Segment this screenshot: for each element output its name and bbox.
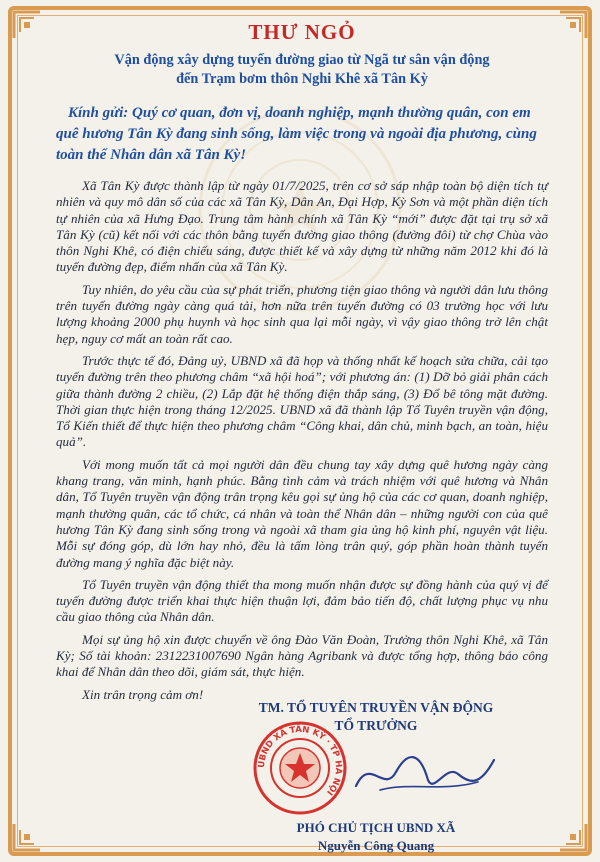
letter-title: THƯ NGỎ	[248, 20, 356, 44]
greeting-label: Kính gửi:	[68, 105, 129, 121]
svg-text:UBND XÃ TÂN KỲ · TP HÀ NỘI: UBND XÃ TÂN KỲ · TP HÀ NỘI	[256, 724, 344, 797]
letter-subtitle	[56, 51, 548, 89]
signature-organization: TM. TỔ TUYÊN TRUYỀN VẬN ĐỘNG	[258, 700, 494, 715]
signature-position: PHÓ CHỦ TỊCH UBND XÃ	[296, 820, 456, 835]
signature-role: TỔ TRƯỞNG	[334, 718, 418, 733]
corner-ornament-icon	[10, 820, 44, 854]
letter-content	[56, 20, 548, 703]
official-seal-icon	[252, 720, 348, 816]
corner-ornament-icon	[556, 8, 590, 42]
paragraph-background: Xã Tân Kỳ được thành lập từ ngày 01/7/2025, trên cơ sở sáp nhập toàn bộ diện tích tự nhiên và quy mô dân số của các xã Tân Kỳ, Dân An, Đại Hợp, Kỳ Sơn và một phần diện tích tự nhiên của xã Hưng Đạo. Trung tâm hành chính xã Tân Kỳ “mới” được đặt tại trụ sở xã Tân Kỳ (cũ) kết nối với các thôn bằng tuyến đường giao thông (đường đôi) từ chợ Chùa vào thôn Nghi Khê, có điện chiếu sáng, được thiết kế và xây dựng từ những năm 2012 khi đó là tuyến đường đẹp, điểm nhấn của xã Tân Kỳ.	[56, 178, 548, 275]
paragraph-bank-details: Mọi sự ủng hộ xin được chuyển về ông Đào Văn Đoàn, Trưởng thôn Nghi Khê, xã Tân Kỳ; Số tài khoản: 2312231007690 Ngân hàng Agribank và được tổng hợp, thông báo công khai để Nhân dân theo dõi, giám sát, thực hiện.	[56, 631, 548, 680]
paragraph-problem: Tuy nhiên, do yêu cầu của sự phát triển, phương tiện giao thông và người dân lưu thông trên tuyến đường ngày càng quá tải, hơn nữa trên tuyến đường có 03 trường học với lưu lượng khoảng 2000 phụ huynh và học sinh qua lại mỗi ngày, vì vậy giao thông trở lên chật hẹp, nguy cơ mất an toàn rất cao.	[56, 281, 548, 346]
greeting-recipients: Quý cơ quan, đơn vị, doanh nghiệp, mạnh thường quân, con em quê hương Tân Kỳ đang sinh sống, làm việc trong và ngoài địa phương, cùng toàn thể Nhân dân xã Tân Kỳ!	[56, 105, 537, 163]
closing-line: Xin trân trọng cảm ơn!	[82, 686, 204, 702]
corner-ornament-icon	[10, 8, 44, 42]
signer-name: Nguyễn Công Quang	[317, 838, 435, 853]
paragraph-appeal: Với mong muốn tất cả mọi người dân đều chung tay xây dựng quê hương ngày càng khang trang, văn minh, hạnh phúc. Bằng tình cảm và trách nhiệm với quê hương và Nhân dân, Tổ Tuyên truyền vận động trân trọng kêu gọi sự ủng hộ của các cơ quan, doanh nghiệp, mạnh thường quân, các tổ chức, cá nhân và toàn thể Nhân dân – những người con của quê hương Tân Kỳ đang sinh sống trong và ngoài xã tham gia ủng hộ kinh phí, nguyên vật liệu. Mỗi sự đóng góp, dù lớn hay nhỏ, đều là tấm lòng trân quý, góp phần hoàn thành tuyến đường mang ý nghĩa đặc biệt này.	[56, 456, 548, 570]
subtitle-line-2: đến Trạm bơm thôn Nghi Khê xã Tân Kỳ	[176, 71, 428, 87]
handwritten-signature-icon	[350, 746, 500, 802]
subtitle-line-1: Vận động xây dựng tuyến đường giao từ Ngã tư sân vận động	[114, 52, 490, 68]
corner-ornament-icon	[556, 820, 590, 854]
paragraph-hope: Tổ Tuyên truyền vận động thiết tha mong muốn nhận được sự đồng hành của quý vị để tuyến đường được triển khai thực hiện thuận lợi, đảm bảo tiến độ, chất lượng phục vụ nhu cầu giao thông của Nhân dân.	[56, 576, 548, 625]
greeting	[56, 103, 548, 166]
paragraph-plan: Trước thực tế đó, Đảng uỷ, UBND xã đã họp và thống nhất kế hoạch sửa chữa, cải tạo tuyến đường trên theo phương châm “xã hội hoá”; với phương án: (1) Dỡ bỏ giải phân cách giữa thành đường 2 chiều, (2) Lắp đặt hệ thống điện thắp sáng, (3) Đổ bê tông mặt đường. Thời gian thực hiện trong tháng 12/2025. UBND xã đã thành lập Tổ Tuyên truyền vận động, Tổ Kiến thiết để thực hiện theo phương châm “Công khai, dân chủ, minh bạch, an toàn, hiệu quả”.	[56, 352, 548, 450]
